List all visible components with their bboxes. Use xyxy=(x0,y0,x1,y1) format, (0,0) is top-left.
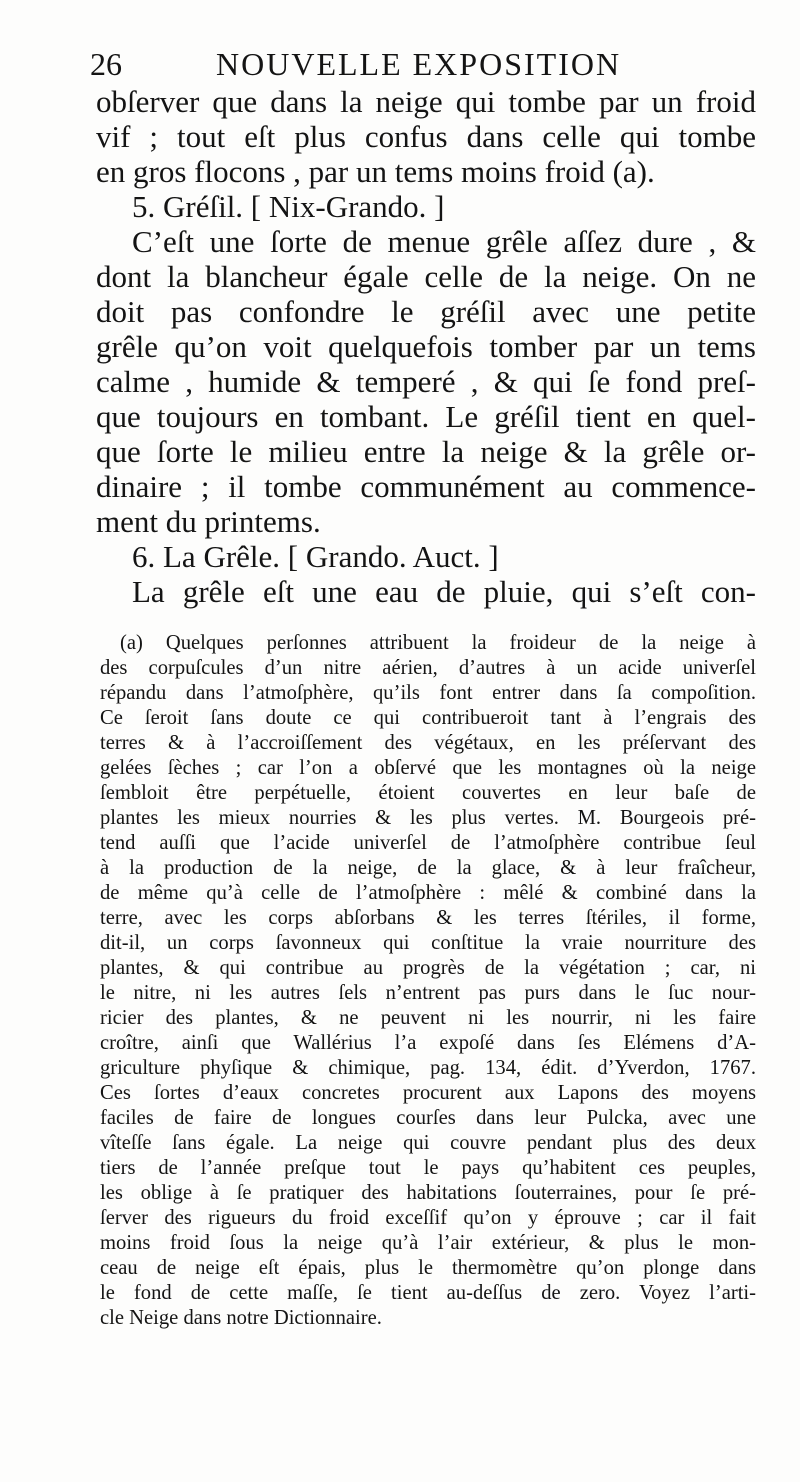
footnote-line: à la production de la neige, de la glace, & à leur fraîcheur, xyxy=(100,857,756,879)
body-line: obſerver que dans la neige qui tombe par un froid xyxy=(96,84,756,119)
body-line: que ſorte le milieu entre la neige & la grêle or- xyxy=(96,434,756,469)
footnote-line: Ces ſortes d’eaux concretes procurent aux Lapons des moyens xyxy=(100,1082,756,1104)
footnote-line: cle Neige dans notre Dictionnaire. xyxy=(100,1307,382,1329)
footnote-line: (a) Quelques perſonnes attribuent la froideur de la neige à xyxy=(120,632,756,654)
footnote-line: le fond de cette maſſe, ſe tient au-deſſus de zero. Voyez l’arti- xyxy=(100,1282,756,1304)
footnote-line: terre, avec les corps abſorbans & les terres ſtériles, il forme, xyxy=(100,907,756,929)
page-header xyxy=(90,42,650,86)
footnote-line: Ce ſeroit ſans doute ce qui contribueroit tant à l’engrais des xyxy=(100,707,756,729)
footnote-line: ceau de neige eſt épais, plus le thermomètre qu’on plonge dans xyxy=(100,1257,756,1279)
footnote-line: les oblige à ſe pratiquer des habitations ſouterraines, pour ſe pré- xyxy=(100,1182,756,1204)
body-line: La grêle eſt une eau de pluie, qui s’eſt con- xyxy=(132,574,756,609)
footnote-line: des corpuſcules d’un nitre aérien, d’autres à un acide univerſel xyxy=(100,657,756,679)
footnote-line: le nitre, ni les autres ſels n’entrent pas purs dans le ſuc nour- xyxy=(100,982,756,1004)
footnote-line: ſerver des rigueurs du froid exceſſif qu’on y éprouve ; car il fait xyxy=(100,1207,756,1229)
footnote-line: gelées ſèches ; car l’on a obſervé que les montagnes où la neige xyxy=(100,757,756,779)
footnote-line: tiers de l’année preſque tout le pays qu’habitent ces peuples, xyxy=(100,1157,756,1179)
footnote-line: griculture phyſique & chimique, pag. 134, édit. d’Yverdon, 1767. xyxy=(100,1057,756,1079)
page-number: 26 xyxy=(90,46,122,82)
body-line: calme , humide & temperé , & qui ſe fond preſ- xyxy=(96,364,756,399)
body-line: vif ; tout eſt plus confus dans celle qui tombe xyxy=(96,119,756,154)
footnote-line: plantes, & qui contribue au progrès de la végétation ; car, ni xyxy=(100,957,756,979)
running-title: NOUVELLE EXPOSITION xyxy=(216,46,622,82)
body-line: en gros flocons , par un tems moins froid (a). xyxy=(96,154,655,189)
body-line: grêle qu’on voit quelquefois tomber par un tems xyxy=(96,329,756,364)
body-line: que toujours en tombant. Le gréſil tient en quel- xyxy=(96,399,756,434)
body-line: dinaire ; il tombe communément au commence- xyxy=(96,469,756,504)
footnote-line: faciles de faire de longues courſes dans leur Pulcka, avec une xyxy=(100,1107,756,1129)
footnote-line: terres & à l’accroiſſement des végétaux, en les préſervant des xyxy=(100,732,756,754)
footnote-line: vîteſſe ſans égale. La neige qui couvre pendant plus des deux xyxy=(100,1132,756,1154)
footnote-line: ricier des plantes, & ne peuvent ni les nourrir, ni les faire xyxy=(100,1007,756,1029)
body-line: doit pas confondre le gréſil avec une petite xyxy=(96,294,756,329)
footnote-line: dit-il, un corps ſavonneux qui conſtitue la vraie nourriture des xyxy=(100,932,756,954)
footnote-line: ſembloit être perpétuelle, étoient couvertes en leur baſe de xyxy=(100,782,756,804)
footnote-line: répandu dans l’atmoſphère, qu’ils font entrer dans ſa compoſition. xyxy=(100,682,756,704)
body-line: C’eſt une ſorte de menue grêle aſſez dure , & xyxy=(132,224,756,259)
footnote-line: tend auſſi que l’acide univerſel de l’atmoſphère contribue ſeul xyxy=(100,832,756,854)
footnote-line: moins froid ſous la neige qu’à l’air extérieur, & plus le mon- xyxy=(100,1232,756,1254)
footnote-line: plantes les mieux nourries & les plus vertes. M. Bourgeois pré- xyxy=(100,807,756,829)
footnote-line: de même qu’à celle de l’atmoſphère : mêlé & combiné dans la xyxy=(100,882,756,904)
footnote-line: croître, ainſi que Wallérius l’a expoſé dans ſes Elémens d’A- xyxy=(100,1032,756,1054)
body-line: ment du printems. xyxy=(96,504,321,539)
section-heading-grele: 6. La Grêle. [ Grando. Auct. ] xyxy=(132,539,499,574)
body-line: dont la blancheur égale celle de la neige. On ne xyxy=(96,259,756,294)
section-heading-gresil: 5. Gréſil. [ Nix-Grando. ] xyxy=(132,189,445,224)
